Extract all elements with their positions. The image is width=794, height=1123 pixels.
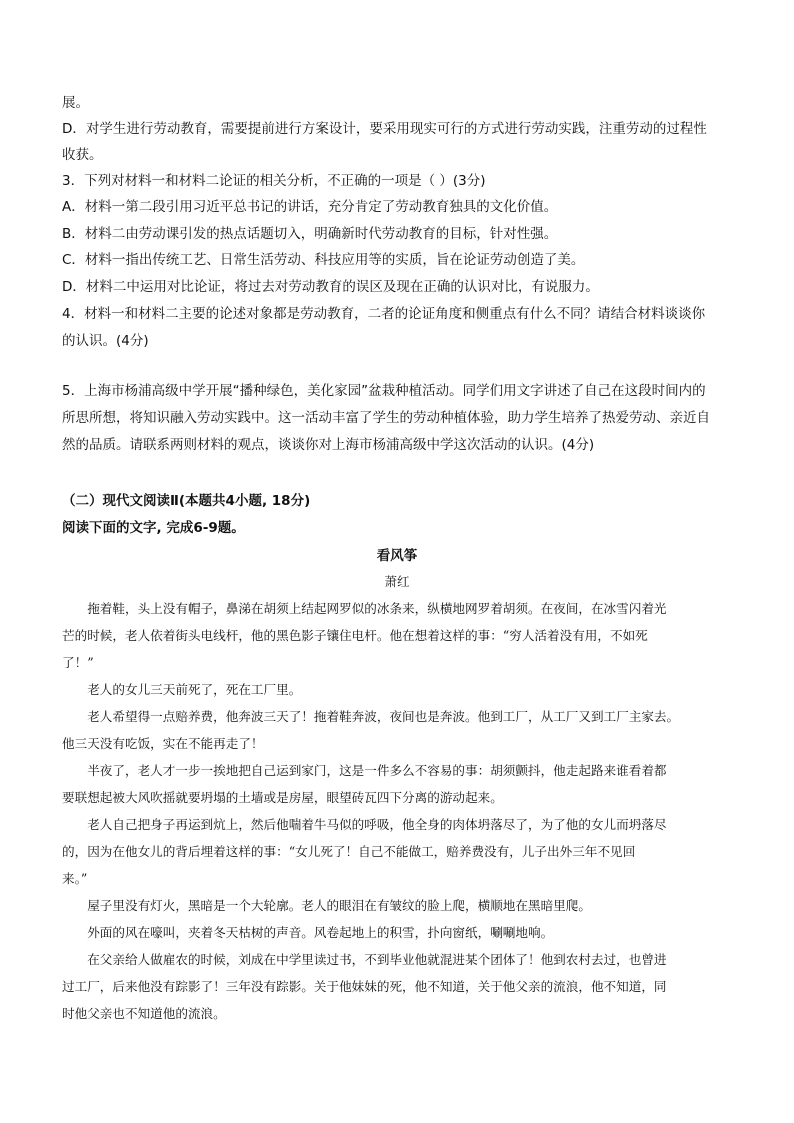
story-line: 芒的时候，老人依着街头电线杆，他的黑色影子镶住电杆。他在想着这样的事：“穷人活着没有用，不如死	[62, 628, 648, 643]
story-line: 的，因为在他女儿的背后埋着这样的事：“女儿死了！自己不能做工，赔养费没有，儿子出外三年不见回	[62, 844, 636, 859]
story-line: 半夜了，老人才一步一挨地把自己运到家门，这是一件多么不容易的事：胡须颤抖，他走起路来谁看着都	[62, 763, 667, 778]
story-line: 要联想起被大风吹摇就要坍塌的土墙或是房屋，眼望砖瓦四下分离的游动起来。	[62, 790, 503, 805]
question-2-option-d-line2: 收获。	[62, 147, 103, 163]
question-5-line1: 5．上海市杨浦高级中学开展“播种绿色，美化家园”盆栽种植活动。同学们用文字讲述了自己在这段时间内的	[62, 383, 706, 399]
question-4-line1: 4．材料一和材料二主要的论述对象都是劳动教育，二者的论证角度和侧重点有什么不同？请结合材料谈谈你	[62, 306, 706, 322]
question-3-stem: 3．下列对材料一和材料二论证的相关分析，不正确的一项是（ ）(3分)	[62, 173, 486, 189]
section-instruction: 阅读下面的文字, 完成6-9题。	[62, 520, 245, 536]
question-3-option-d: D．材料二中运用对比论证，将过去对劳动教育的误区及现在正确的认识对比，有说服力。	[62, 279, 599, 295]
story-line: 过工厂，后来他没有踪影了！三年没有踪影。关于他妹妹的死，他不知道，关于他父亲的流浪，他不知道，同	[62, 979, 667, 994]
story-line: 外面的风在嚎叫，夹着冬天枯树的声音。风卷起地上的积雪，扑向窗纸，唰唰地响。	[62, 925, 554, 940]
story-line: 在父亲给人做雇农的时候，刘成在中学里读过书，不到毕业他就混进某个团体了！他到农村去过，也曾进	[62, 952, 667, 967]
question-5-line3: 然的品质。请联系两则材料的观点，谈谈你对上海市杨浦高级中学这次活动的认识。(4分)	[62, 437, 595, 453]
question-3-option-c: C．材料一指出传统工艺、日常生活劳动、科技应用等的实质，旨在论证劳动创造了美。	[62, 252, 585, 268]
story-line: 老人的女儿三天前死了，死在工厂里。	[62, 682, 302, 697]
question-4-line2: 的认识。(4分)	[62, 333, 149, 349]
story-line: 屋子里没有灯火，黑暗是一个大轮廓。老人的眼泪在有皱纹的脸上爬，横顺地在黑暗里爬。	[62, 898, 591, 913]
story-line: 老人自己把身子再运到炕上，然后他喘着牛马似的呼吸，他全身的肉体坍落尽了，为了他的女儿而坍落尽	[62, 817, 667, 832]
story-line: 老人希望得一点赔养费，他奔波三天了！拖着鞋奔波，夜间也是奔波。他到工厂，从工厂又到工厂主家去。	[62, 709, 680, 724]
question-2-tail: 展。	[62, 95, 89, 111]
story-line: 来。”	[62, 871, 88, 886]
question-3-option-b: B．材料二由劳动课引发的热点话题切入，明确新时代劳动教育的目标，针对性强。	[62, 226, 558, 242]
story-line: 拖着鞋，头上没有帽子，鼻涕在胡须上结起网罗似的冰条来，纵横地网罗着胡须。在夜间，在冰雪闪着光	[62, 601, 667, 616]
question-2-option-d-line1: D．对学生进行劳动教育，需要提前进行方案设计，要采用现实可行的方式进行劳动实践，注重劳动的过程性	[62, 121, 707, 137]
story-line: 他三天没有吃饭，实在不能再走了！	[62, 736, 264, 751]
story-line: 时他父亲也不知道他的流浪。	[62, 1006, 226, 1021]
story-title: 看风筝	[376, 548, 418, 564]
story-line: 了！”	[62, 655, 94, 670]
question-5-line2: 所思所想，将知识融入劳动实践中。这一活动丰富了学生的劳动种植体验，助力学生培养了热爱劳动、亲近自	[62, 410, 710, 426]
story-author: 萧红	[384, 574, 410, 589]
section-heading: （二）现代文阅读Ⅱ(本题共4小题, 18分)	[62, 493, 311, 509]
question-3-option-a: A．材料一第二段引用习近平总书记的讲话，充分肯定了劳动教育独具的文化价值。	[62, 199, 558, 215]
